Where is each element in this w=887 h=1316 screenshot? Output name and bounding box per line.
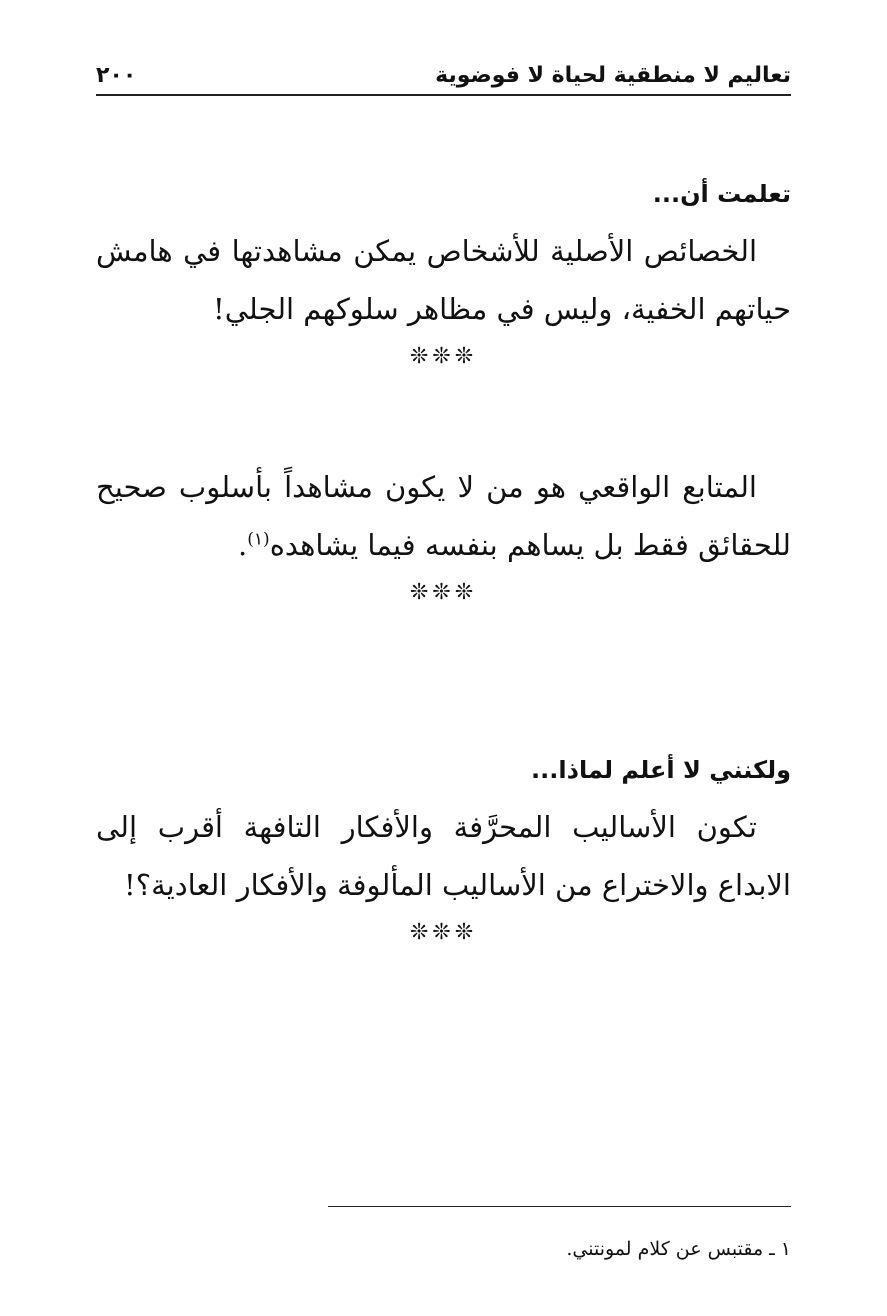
section-heading: تعلمت أن... [652,180,791,208]
section-observer [96,458,791,608]
paragraph [96,458,791,574]
page-header [96,56,791,96]
asterism-separator: ❊❊❊ [409,344,478,369]
asterism-separator: ❊❊❊ [409,920,478,945]
running-title: تعاليم لا منطقية لحياة لا فوضوية [435,62,791,88]
footnote: ١ ـ مقتبس عن كلام لمونتني. [566,1238,791,1260]
paragraph: تكون الأساليب المحرَّفة والأفكار التافهة أقرب إلى الابداع والاختراع من الأساليب المألوفة والأفكار العادية؟! [96,810,791,902]
paragraph: الخصائص الأصلية للأشخاص يمكن مشاهدتها في هامش حياتهم الخفية، وليس في مظاهر سلوكهم الجلي! [96,234,791,326]
section-learned [96,180,791,372]
page-body [96,180,791,948]
paragraph-end: . [238,528,248,562]
page-number: ٢٠٠ [96,62,137,88]
asterism-separator: ❊❊❊ [409,580,478,605]
section-wonder [96,756,791,948]
footnote-reference: (١) [247,529,270,550]
footnote-divider [328,1206,791,1207]
paragraph-text: المتابع الواقعي هو من لا يكون مشاهداً بأسلوب صحيح للحقائق فقط بل يساهم بنفسه فيما يشاهده [96,470,791,562]
section-heading: ولكنني لا أعلم لماذا... [531,756,791,784]
